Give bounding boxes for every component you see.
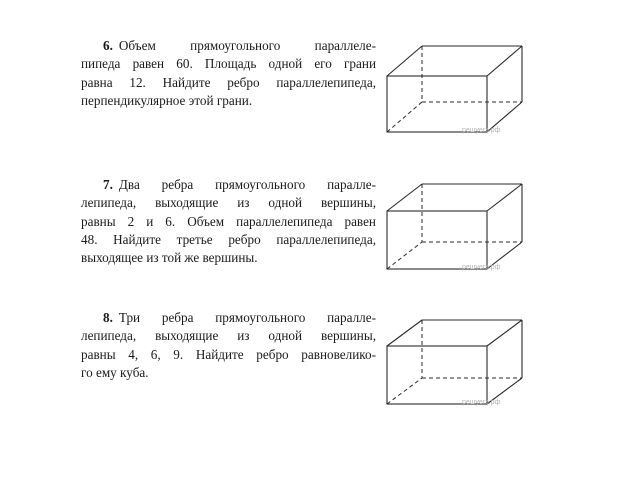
parallelepiped-drawing <box>384 36 526 136</box>
problem-8-line-2: лепипеда, выходящие из одной вершины, <box>81 328 376 344</box>
problem-6-line-1: 6. Объем прямоугольного параллеле- <box>103 38 376 53</box>
problem-8-line-4: го ему куба. <box>81 364 149 380</box>
problem-8-line-1: 8. Три ребра прямоугольного паралле- <box>103 310 376 325</box>
problem-7-parallelepiped-figure <box>384 176 526 276</box>
problem-7-line-2: лепипеда, выходящие из одной вершины, <box>81 195 376 211</box>
problem-8-parallelepiped-figure <box>384 308 526 408</box>
problem-7-line-1: 7. Два ребра прямоугольного паралле- <box>103 177 376 192</box>
problem-8-line-3: равны 4, 6, 9. Найдите ребро равновелико- <box>81 346 376 362</box>
problem-6-line-2: пипеда равен 60. Площадь одной его грани <box>81 56 376 72</box>
watermark: решуегэ.рф <box>462 399 501 406</box>
problem-6-line-4: перпендикулярное этой грани. <box>81 92 253 108</box>
parallelepiped-drawing <box>384 176 526 276</box>
parallelepiped-drawing <box>384 308 526 408</box>
problem-6 <box>81 37 376 110</box>
problem-7 <box>81 176 376 267</box>
problem-7-number: 7. <box>103 177 113 192</box>
problem-7-line-3: равны 2 и 6. Объем параллелепипеда равен <box>81 213 376 229</box>
problem-6-line-3: равна 12. Найдите ребро параллелепипеда, <box>81 74 376 90</box>
watermark: решуегэ.рф <box>462 264 501 271</box>
problem-6-parallelepiped-figure <box>384 36 526 136</box>
problem-6-number: 6. <box>103 38 113 53</box>
watermark: решуегэ.рф <box>462 127 501 134</box>
problem-8 <box>81 309 376 382</box>
problem-8-number: 8. <box>103 310 113 325</box>
problem-7-line-5: выходящее из той же вершины. <box>81 250 258 266</box>
problem-7-line-4: 48. Найдите третье ребро параллелепипеда, <box>81 231 376 247</box>
